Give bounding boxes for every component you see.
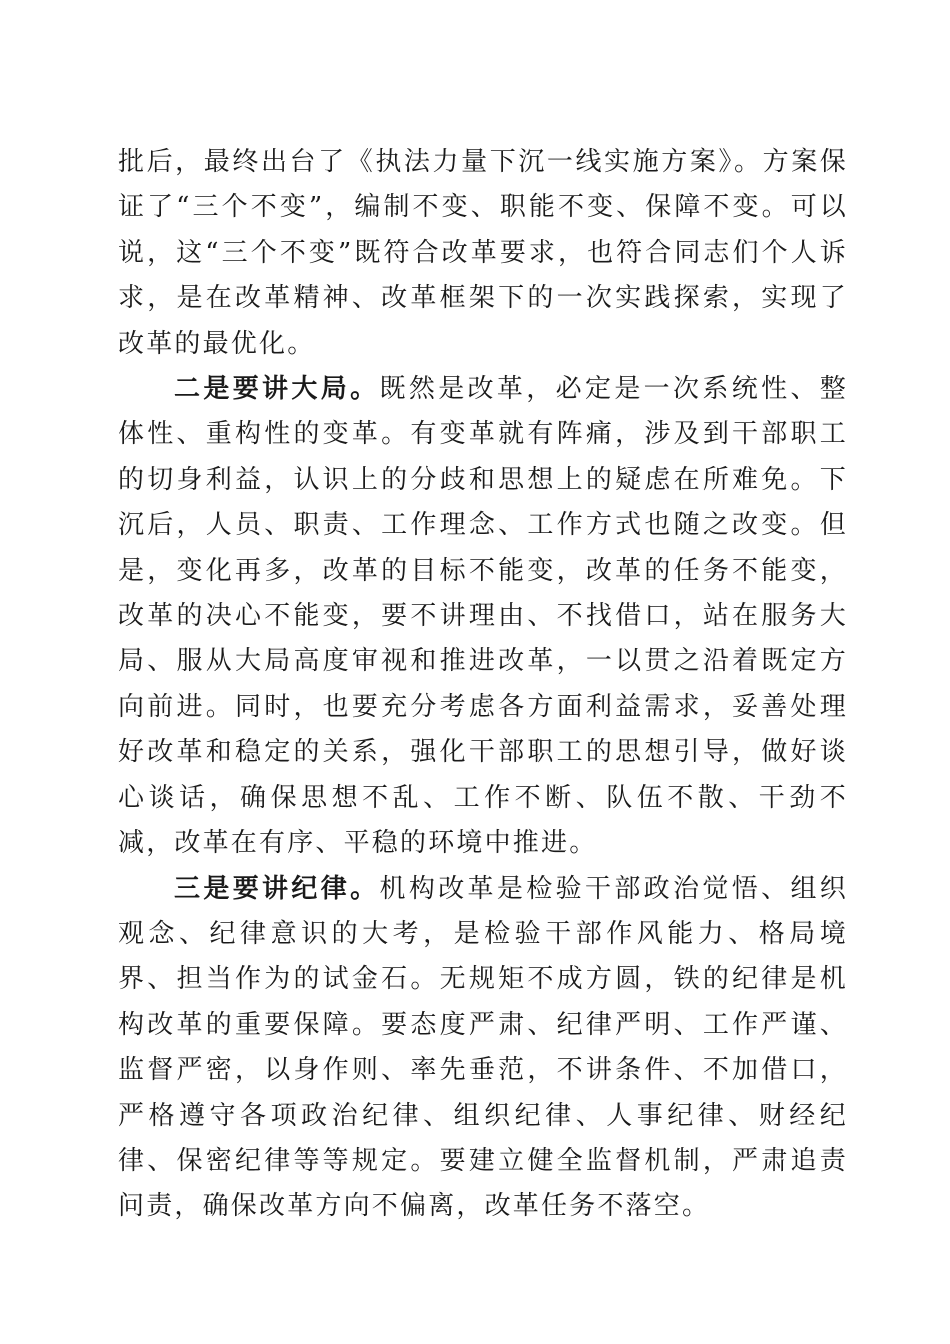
paragraph-discipline [118, 867, 848, 1230]
paragraph-lead: 二是要讲大局。 [174, 374, 380, 405]
paragraph-continuation [118, 140, 848, 367]
paragraph-lead: 三是要讲纪律。 [174, 873, 380, 904]
paragraph-body: 机构改革是检验干部政治觉悟、组织观念、纪律意识的大考，是检验干部作风能力、格局境界、担当作为的试金石。无规矩不成方圆，铁的纪律是机构改革的重要保障。要态度严肃、纪律严明、工作严谨、监督严密，以身作则、率先垂范，不讲条件、不加借口，严格遵守各项政治纪律、组织纪律、人事纪律、财经纪律、保密纪律等等规定。要建立健全监督机制，严肃追责问责，确保改革方向不偏离，改革任务不落空。 [118, 873, 848, 1222]
paragraph-overall-situation [118, 367, 848, 866]
paragraph-body: 既然是改革，必定是一次系统性、整体性、重构性的变革。有变革就有阵痛，涉及到干部职工的切身利益，认识上的分歧和思想上的疑虑在所难免。下沉后，人员、职责、工作理念、工作方式也随之改变。但是，变化再多，改革的目标不能变，改革的任务不能变，改革的决心不能变，要不讲理由、不找借口，站在服务大局、服从大局高度审视和推进改革，一以贯之沿着既定方向前进。同时，也要充分考虑各方面利益需求，妥善处理好改革和稳定的关系，强化干部职工的思想引导，做好谈心谈话，确保思想不乱、工作不断、队伍不散、干劲不减，改革在有序、平稳的环境中推进。 [118, 374, 848, 859]
paragraph-body: 批后，最终出台了《执法力量下沉一线实施方案》。方案保证了“三个不变”，编制不变、职能不变、保障不变。可以说，这“三个不变”既符合改革要求，也符合同志们个人诉求，是在改革精神、改革框架下的一次实践探索，实现了改革的最优化。 [118, 147, 848, 359]
document-body [118, 140, 848, 1230]
